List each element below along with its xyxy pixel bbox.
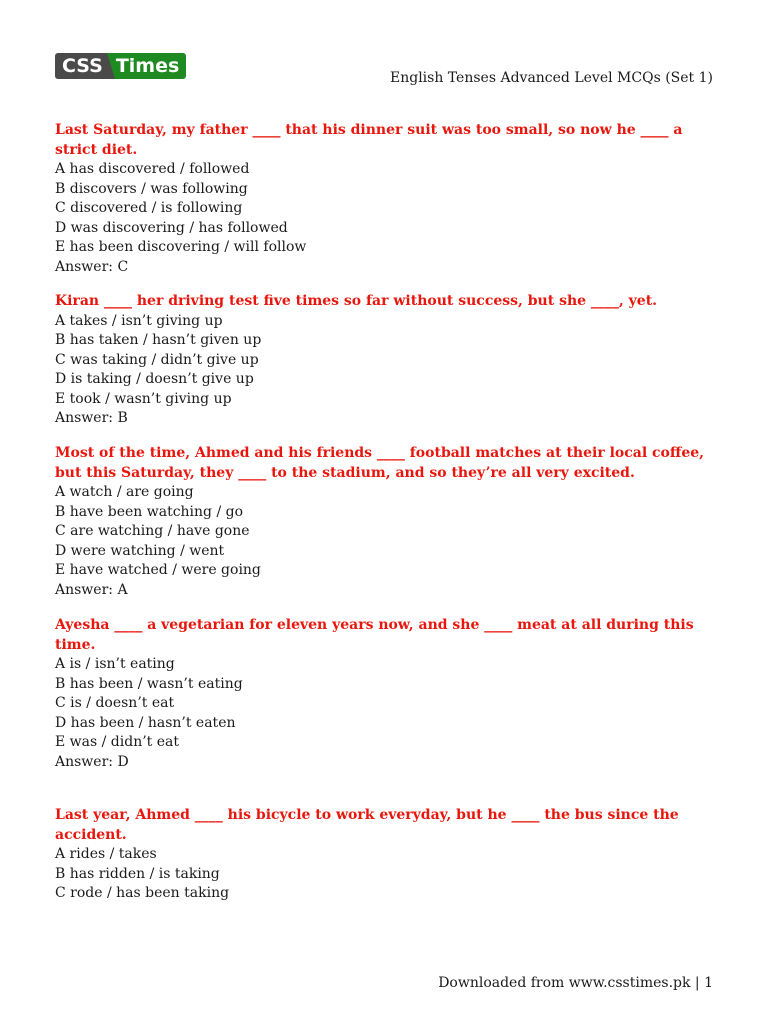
option: A watch / are going — [55, 484, 194, 500]
option: A rides / takes — [55, 846, 157, 862]
option: E has been discovering / will follow — [55, 239, 307, 255]
option: D is taking / doesn’t give up — [55, 371, 254, 387]
question-text: Most of the time, Ahmed and his friends ____ football matches at their local coffee, but this Saturday, they ____ to the stadium, and so they’re all very excited. — [55, 445, 705, 481]
option: C are watching / have gone — [55, 523, 250, 539]
option: A takes / isn’t giving up — [55, 312, 223, 329]
option: A is / isn’t eating — [55, 656, 175, 672]
option: B have been watching / go — [55, 503, 244, 520]
option: B discovers / was following — [55, 180, 248, 197]
question-block — [55, 292, 715, 429]
answer: Answer: C — [55, 258, 129, 275]
option: B has ridden / is taking — [55, 865, 220, 882]
logo-right-text: Times — [115, 53, 186, 79]
option: D has been / hasn’t eaten — [55, 714, 236, 731]
question-text: Last Saturday, my father ____ that his dinner suit was too small, so now he ____ a strict diet. — [55, 122, 683, 158]
answer: Answer: A — [55, 581, 128, 598]
page-title: English Tenses Advanced Level MCQs (Set 1) — [390, 70, 713, 86]
option: A has discovered / followed — [55, 161, 250, 177]
option: D were watching / went — [55, 542, 225, 559]
question-text: Last year, Ahmed ____ his bicycle to work everyday, but he ____ the bus since the accident. — [55, 807, 679, 843]
answer: Answer: B — [55, 410, 128, 426]
footer-text: Downloaded from www.csstimes.pk | 1 — [438, 975, 713, 991]
option: E was / didn’t eat — [55, 734, 180, 750]
question-text: Ayesha ____ a vegetarian for eleven years now, and she ____ meat at all during this time. — [55, 617, 694, 653]
option: C is / doesn’t eat — [55, 695, 175, 711]
logo-separator — [107, 53, 115, 79]
answer: Answer: D — [55, 753, 129, 770]
option: B has taken / hasn’t given up — [55, 332, 262, 348]
option: C was taking / didn’t give up — [55, 351, 259, 368]
question-block — [55, 616, 715, 772]
option: C discovered / is following — [55, 200, 243, 216]
logo — [55, 53, 186, 79]
question-block — [55, 121, 715, 277]
question-block — [55, 806, 715, 904]
option: B has been / wasn’t eating — [55, 675, 243, 692]
option: D was discovering / has followed — [55, 219, 288, 236]
question-text: Kiran ____ her driving test five times so far without success, but she ____, yet. — [55, 293, 658, 309]
option: E have watched / were going — [55, 562, 261, 578]
question-block — [55, 444, 715, 600]
option: E took / wasn’t giving up — [55, 390, 232, 407]
logo-left-text: CSS — [55, 53, 107, 79]
option: C rode / has been taking — [55, 885, 230, 901]
